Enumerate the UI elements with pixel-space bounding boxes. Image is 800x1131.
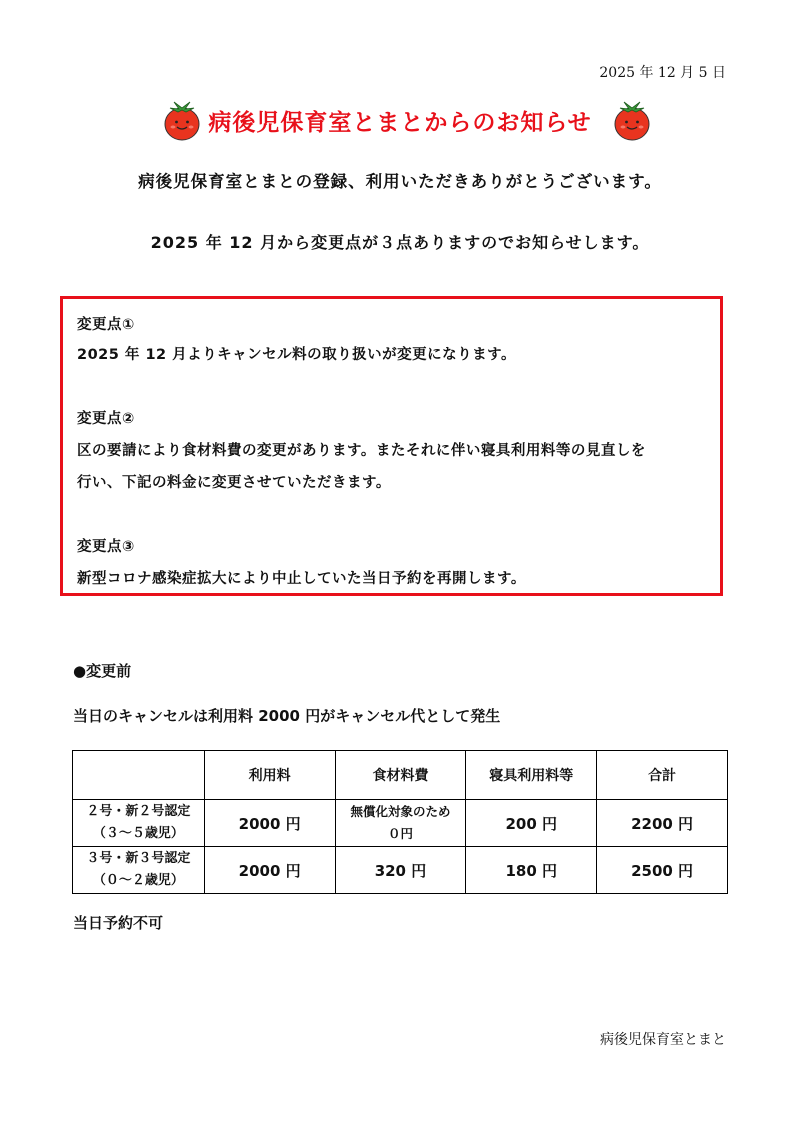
table-header-cell: 利用料 — [204, 751, 335, 800]
change-notice: 2025 年 12 月から変更点が３点ありますのでお知らせします。 — [150, 233, 650, 252]
total-cell: 2500 円 — [597, 847, 728, 894]
category-age: （３～５歳児） — [92, 826, 184, 841]
fee-cell: 2000 円 — [204, 847, 335, 894]
food-cost-cell: 320 円 — [335, 847, 466, 894]
change-2-text-line1: 区の要請により食材料費の変更があります。またそれに伴い寝具利用料等の見直しを — [77, 443, 646, 459]
food-cost-note: 無償化対象のため — [350, 804, 451, 819]
category-cell — [73, 847, 205, 894]
same-day-reservation-note: 当日予約不可 — [73, 914, 164, 932]
section-heading-before: ●変更前 — [73, 662, 132, 680]
table-header-cell: 合計 — [597, 751, 728, 800]
table-header-cell: 食材料費 — [335, 751, 466, 800]
table-header-row — [73, 751, 728, 800]
change-1-title: 変更点① — [77, 317, 135, 333]
fee-cell: 2000 円 — [204, 800, 335, 847]
total-cell: 2200 円 — [597, 800, 728, 847]
tomato-icon — [612, 96, 652, 142]
change-3-title: 変更点③ — [77, 539, 135, 555]
changes-box — [60, 296, 723, 596]
category-name: ２号・新２号認定 — [86, 804, 191, 819]
table-row — [73, 847, 728, 894]
table-row — [73, 800, 728, 847]
cancel-policy-text: 当日のキャンセルは利用料 2000 円がキャンセル代として発生 — [73, 707, 501, 725]
food-cost-cell — [335, 800, 466, 847]
change-1-text: 2025 年 12 月よりキャンセル料の取り扱いが変更になります。 — [77, 347, 517, 363]
table-header-cell — [73, 751, 205, 800]
table-header-cell: 寝具利用料等 — [466, 751, 597, 800]
signature: 病後児保育室とまと — [600, 1032, 726, 1048]
page-title: 病後児保育室とまとからのお知らせ — [208, 110, 592, 136]
bedding-cell: 180 円 — [466, 847, 597, 894]
category-name: ３号・新３号認定 — [86, 851, 191, 866]
change-2-title: 変更点② — [77, 411, 135, 427]
change-3-text: 新型コロナ感染症拡大により中止していた当日予約を再開します。 — [77, 571, 526, 587]
fee-table — [72, 750, 728, 894]
food-cost-value: ０円 — [387, 826, 413, 841]
thanks-message: 病後児保育室とまとの登録、利用いただきありがとうございます。 — [138, 172, 662, 191]
title-row — [0, 96, 800, 146]
category-age: （０～２歳児） — [92, 873, 184, 888]
bedding-cell: 200 円 — [466, 800, 597, 847]
issue-date: 2025 年 12 月 5 日 — [599, 65, 726, 81]
category-cell — [73, 800, 205, 847]
change-2-text-line2: 行い、下記の料金に変更させていただきます。 — [77, 475, 391, 491]
